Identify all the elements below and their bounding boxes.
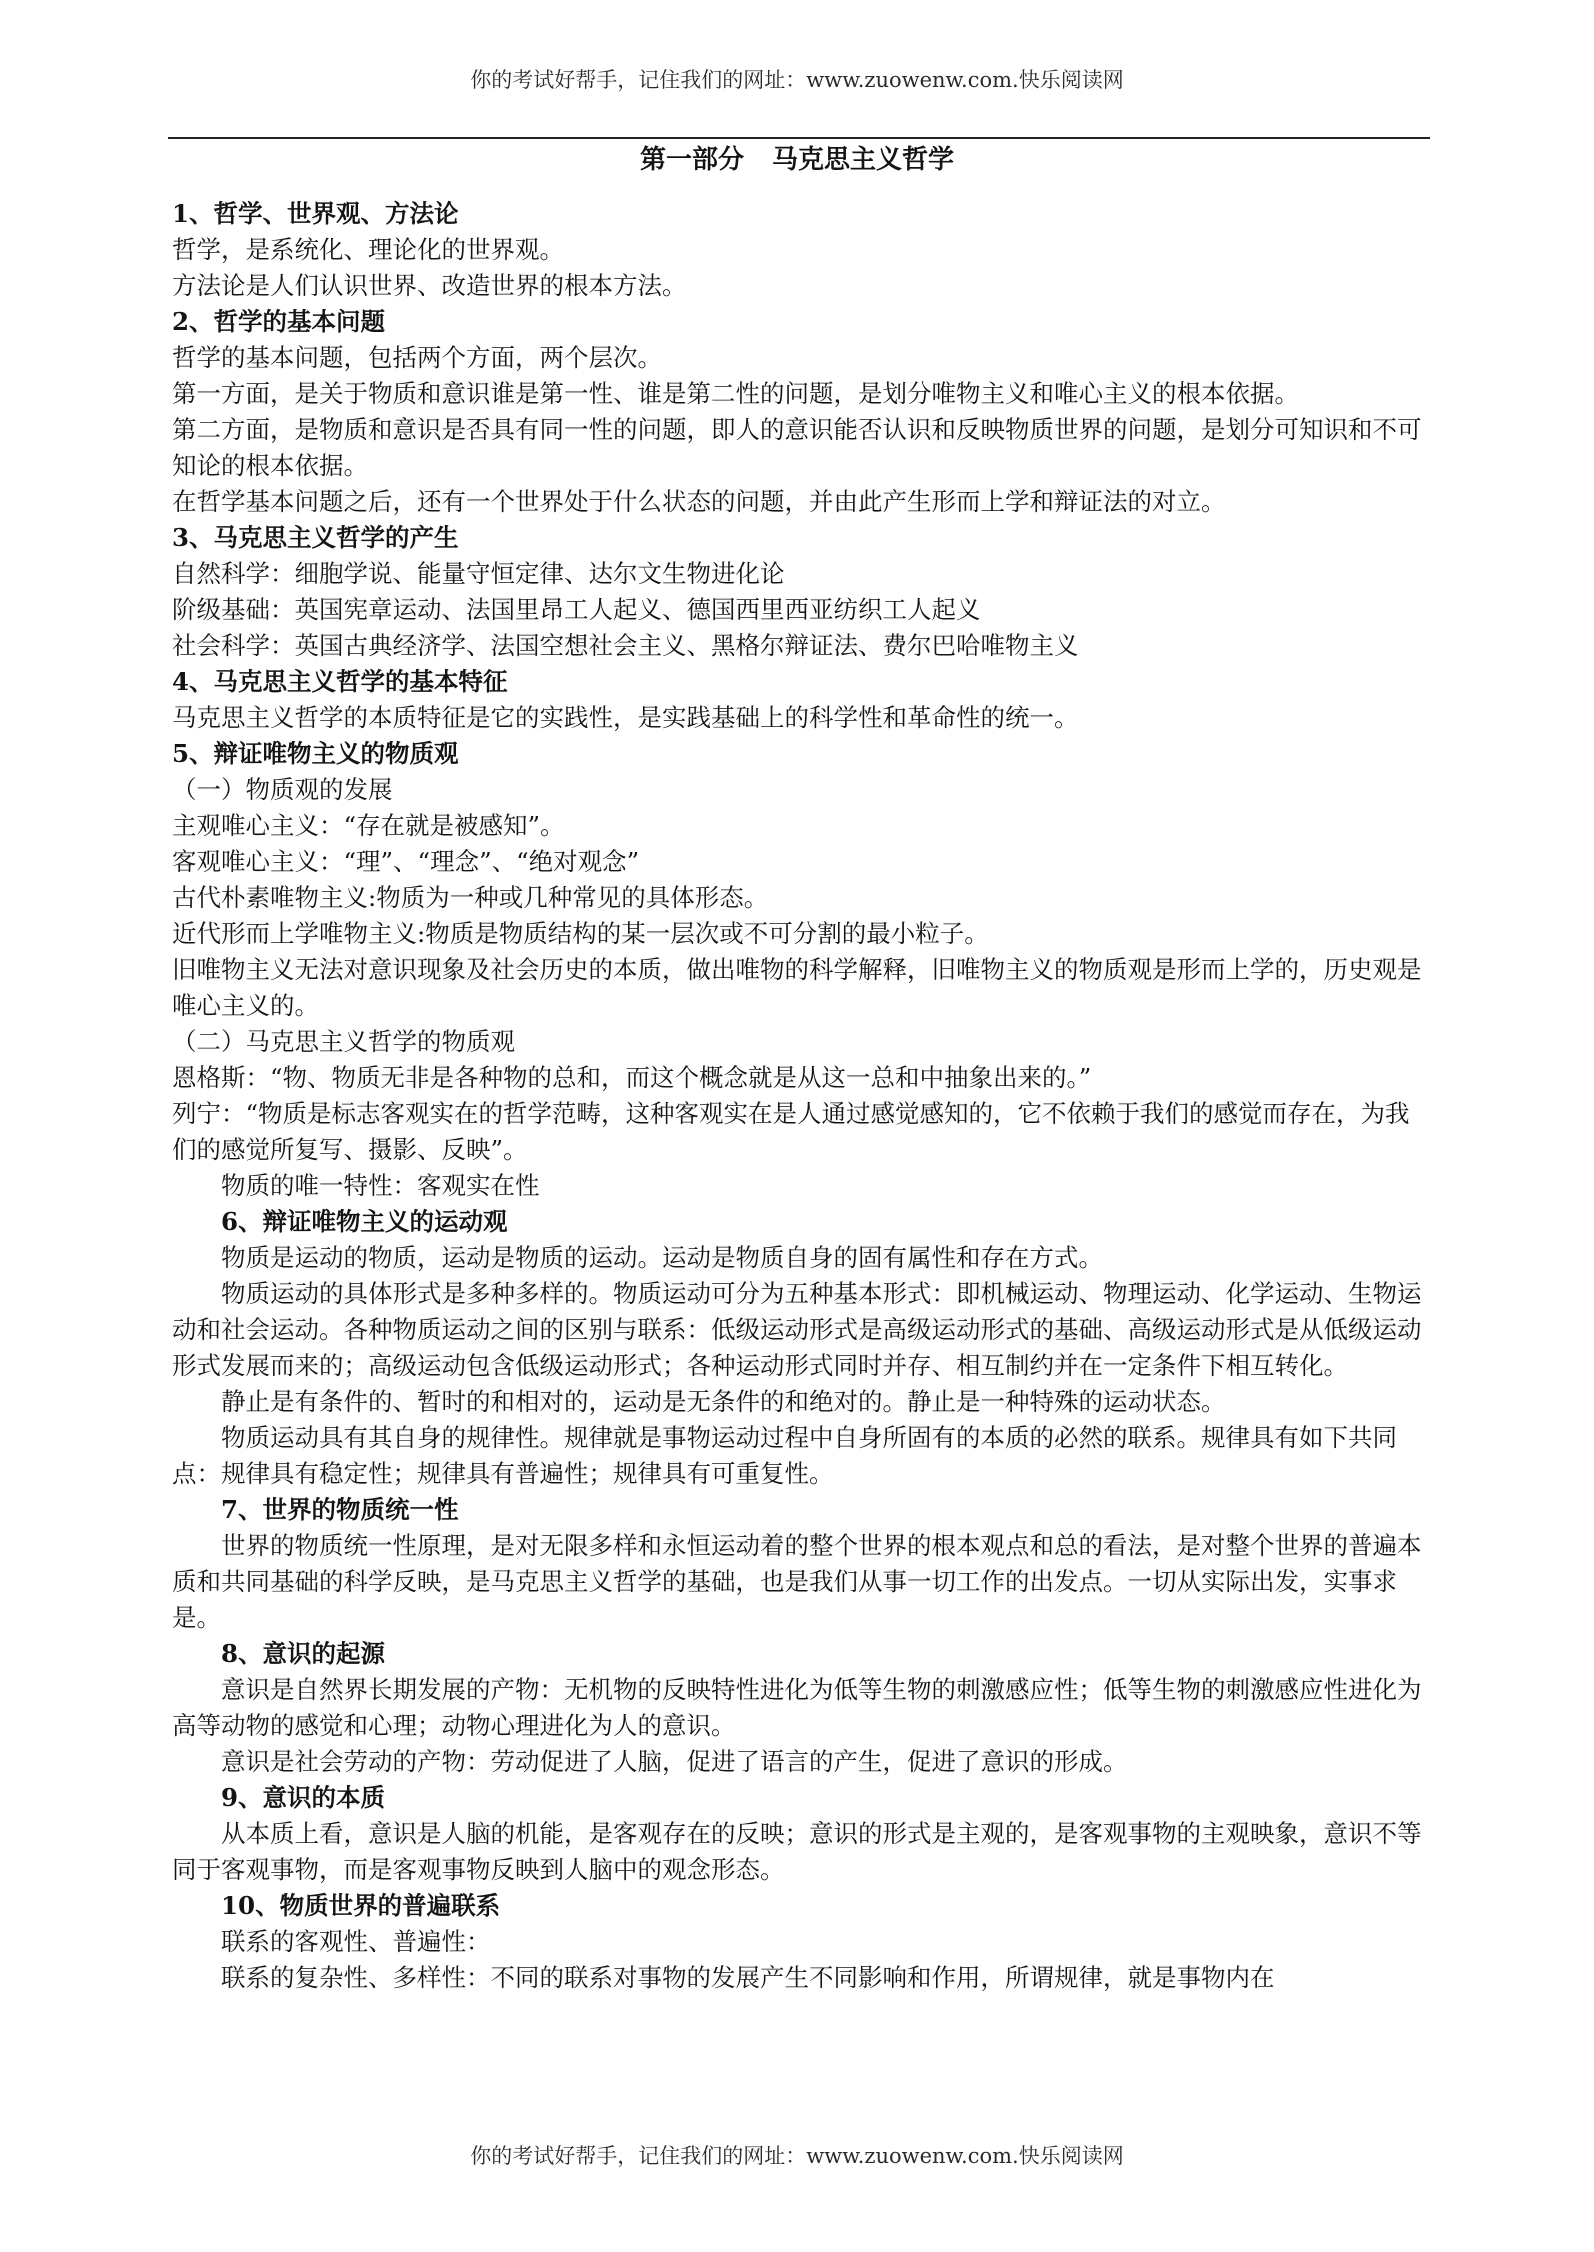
document-title [0,143,1594,177]
section-heading: 6、辩证唯物主义的运动观 [221,1207,508,1236]
paragraph: 方法论是人们认识世界、改造世界的根本方法。 [172,271,687,300]
paragraph: 意识是社会劳动的产物：劳动促进了人脑，促进了语言的产生，促进了意识的形成。 [221,1747,1128,1776]
part-name: 马克思主义哲学 [772,145,955,175]
section-heading: 1、哲学、世界观、方法论 [172,199,459,228]
paragraph: 哲学，是系统化、理论化的世界观。 [172,235,564,264]
header-rule [168,137,1430,139]
section-heading: 2、哲学的基本问题 [172,307,386,336]
paragraph: 从本质上看，意识是人脑的机能，是客观存在的反映；意识的形式是主观的，是客观事物的主观映象，意识不等同于客观事物，而是客观事物反映到人脑中的观念形态。 [172,1819,1422,1884]
paragraph: 物质运动的具体形式是多种多样的。物质运动可分为五种基本形式：即机械运动、物理运动、化学运动、生物运动和社会运动。各种物质运动之间的区别与联系：低级运动形式是高级运动形式的基础、高级运动形式是从低级运动形式发展而来的；高级运动包含低级运动形式；各种运动形式同时并存、相互制约并在一定条件下相互转化。 [172,1279,1422,1380]
paragraph: 阶级基础：英国宪章运动、法国里昂工人起义、德国西里西亚纺织工人起义 [172,595,981,624]
paragraph: 静止是有条件的、暂时的和相对的，运动是无条件的和绝对的。静止是一种特殊的运动状态。 [221,1387,1226,1416]
paragraph: 物质运动具有其自身的规律性。规律就是事物运动过程中自身所固有的本质的必然的联系。规律具有如下共同点：规律具有稳定性；规律具有普遍性；规律具有可重复性。 [172,1423,1397,1488]
paragraph: 旧唯物主义无法对意识现象及社会历史的本质，做出唯物的科学解释，旧唯物主义的物质观是形而上学的，历史观是唯心主义的。 [172,955,1422,1020]
page-footer: 你的考试好帮手，记住我们的网址：www.zuowenw.com.快乐阅读网 [470,2144,1124,2168]
section-heading: 3、马克思主义哲学的产生 [172,523,459,552]
paragraph: 恩格斯：“物、物质无非是各种物的总和，而这个概念就是从这一总和中抽象出来的。” [172,1063,1092,1092]
part-label: 第一部分 [639,145,744,175]
paragraph: 物质的唯一特性：客观实在性 [221,1171,540,1200]
paragraph: 联系的复杂性、多样性：不同的联系对事物的发展产生不同影响和作用，所谓规律，就是事物内在 [221,1963,1275,1992]
paragraph: 客观唯心主义：“理”、“理念”、“绝对观念” [172,847,640,876]
section-heading: 4、马克思主义哲学的基本特征 [172,667,508,696]
paragraph: 世界的物质统一性原理，是对无限多样和永恒运动着的整个世界的根本观点和总的看法，是对整个世界的普遍本质和共同基础的科学反映，是马克思主义哲学的基础，也是我们从事一切工作的出发点。一切从实际出发，实事求是。 [172,1531,1422,1632]
section-heading: 7、世界的物质统一性 [221,1495,459,1524]
paragraph: 在哲学基本问题之后，还有一个世界处于什么状态的问题，并由此产生形而上学和辩证法的对立。 [172,487,1226,516]
paragraph: 列宁：“物质是标志客观实在的哲学范畴，这种客观实在是人通过感觉感知的，它不依赖于我们的感觉而存在，为我们的感觉所复写、摄影、反映”。 [172,1099,1410,1164]
paragraph: 物质是运动的物质，运动是物质的运动。运动是物质自身的固有属性和存在方式。 [221,1243,1103,1272]
paragraph: 意识是自然界长期发展的产物：无机物的反映特性进化为低等生物的刺激感应性；低等生物的刺激感应性进化为高等动物的感觉和心理；动物心理进化为人的意识。 [172,1675,1422,1740]
paragraph: 哲学的基本问题，包括两个方面，两个层次。 [172,343,662,372]
paragraph: 近代形而上学唯物主义:物质是物质结构的某一层次或不可分割的最小粒子。 [172,919,989,948]
section-heading: 5、辩证唯物主义的物质观 [172,739,459,768]
paragraph: 古代朴素唯物主义:物质为一种或几种常见的具体形态。 [172,883,769,912]
paragraph: 联系的客观性、普遍性： [221,1927,491,1956]
paragraph: 自然科学：细胞学说、能量守恒定律、达尔文生物进化论 [172,559,785,588]
section-heading: 9、意识的本质 [221,1783,386,1812]
paragraph: 第一方面，是关于物质和意识谁是第一性、谁是第二性的问题，是划分唯物主义和唯心主义的根本依据。 [172,379,1299,408]
document-body [172,196,1430,1996]
paragraph: 第二方面，是物质和意识是否具有同一性的问题，即人的意识能否认识和反映物质世界的问题，是划分可知识和不可知论的根本依据。 [172,415,1422,480]
page-header: 你的考试好帮手，记住我们的网址：www.zuowenw.com.快乐阅读网 [470,68,1124,92]
paragraph: （二）马克思主义哲学的物质观 [172,1027,515,1056]
section-heading: 10、物质世界的普遍联系 [221,1891,501,1920]
paragraph: 社会科学：英国古典经济学、法国空想社会主义、黑格尔辩证法、费尔巴哈唯物主义 [172,631,1079,660]
paragraph: 主观唯心主义：“存在就是被感知”。 [172,811,565,840]
paragraph: （一）物质观的发展 [172,775,393,804]
section-heading: 8、意识的起源 [221,1639,386,1668]
paragraph: 马克思主义哲学的本质特征是它的实践性，是实践基础上的科学性和革命性的统一。 [172,703,1079,732]
